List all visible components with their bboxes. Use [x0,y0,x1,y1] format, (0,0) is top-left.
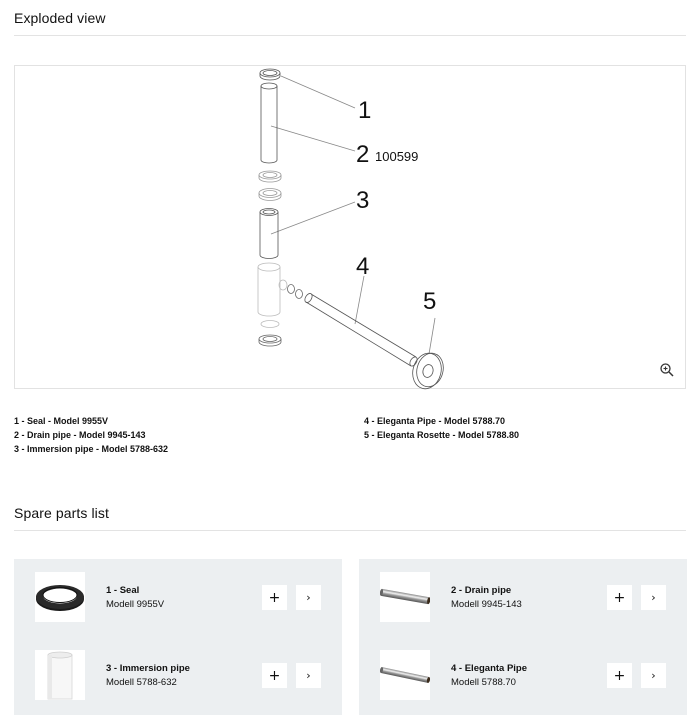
chevron-right-icon[interactable]: › [641,585,666,610]
spare-part-card-drain-pipe [359,559,687,637]
chevron-right-icon[interactable]: › [296,585,321,610]
spare-part-card-seal [14,559,342,637]
part-name: 3 - Immersion pipe [106,663,190,674]
leader-line-3 [271,202,355,234]
part-name: 4 - Eleganta Pipe [451,663,528,674]
part-model: Modell 9945-143 [451,599,522,610]
zoom-in-icon[interactable] [659,362,675,378]
exploded-drawing [14,65,686,389]
callout-3: 3 [356,187,370,214]
callout-2-ref-number: 100599 [375,149,419,164]
part-model: Modell 5788-632 [106,677,177,688]
exploded-view-title: Exploded view [14,10,106,26]
exploded-diagram [15,66,687,390]
eleganta-pipe-thumbnail [380,650,430,700]
legend-item: 3 - Immersion pipe - Model 5788-632 [14,444,169,454]
legend-item: 5 - Eleganta Rosette - Model 5788.80 [364,430,520,440]
legend-item: 2 - Drain pipe - Model 9945-143 [14,430,146,440]
add-to-cart-button[interactable]: + [262,663,287,688]
legend-right [364,414,519,442]
part-name: 1 - Seal [106,585,140,596]
chevron-right-icon[interactable]: › [641,663,666,688]
leader-line-1 [281,76,355,108]
part-model: Modell 9955V [106,599,165,610]
callout-1: 1 [358,97,372,124]
spare-parts-title: Spare parts list [14,505,109,521]
add-to-cart-button[interactable]: + [607,663,632,688]
section-divider [14,530,686,531]
drawing-part-drain-pipe [261,83,277,163]
leader-line-5 [429,318,435,354]
part-model: Modell 5788.70 [451,677,516,688]
leader-line-2 [271,126,355,151]
legend-item: 4 - Eleganta Pipe - Model 5788.70 [364,416,506,426]
callout-5: 5 [423,288,437,315]
section-divider [14,35,686,36]
callout-2: 2 [356,141,370,168]
drain-pipe-thumbnail [380,572,430,622]
spare-part-card-immersion-pipe [14,637,342,715]
part-name: 2 - Drain pipe [451,585,512,596]
drawing-part-seal [260,69,280,80]
seal-thumbnail [35,572,85,622]
callout-4: 4 [356,253,370,280]
add-to-cart-button[interactable]: + [262,585,287,610]
chevron-right-icon[interactable]: › [296,663,321,688]
drawing-rings-upper [259,171,281,201]
spare-part-card-eleganta-pipe [359,637,687,715]
immersion-pipe-thumbnail [35,650,85,700]
drawing-part-immersion-pipe [260,209,278,259]
drawing-part-eleganta-pipe [303,292,418,367]
legend-item: 1 - Seal - Model 9955V [14,416,109,426]
add-to-cart-button[interactable]: + [607,585,632,610]
drawing-siphon-body [258,263,303,346]
leader-line-4 [355,276,364,324]
legend-left [14,414,168,456]
